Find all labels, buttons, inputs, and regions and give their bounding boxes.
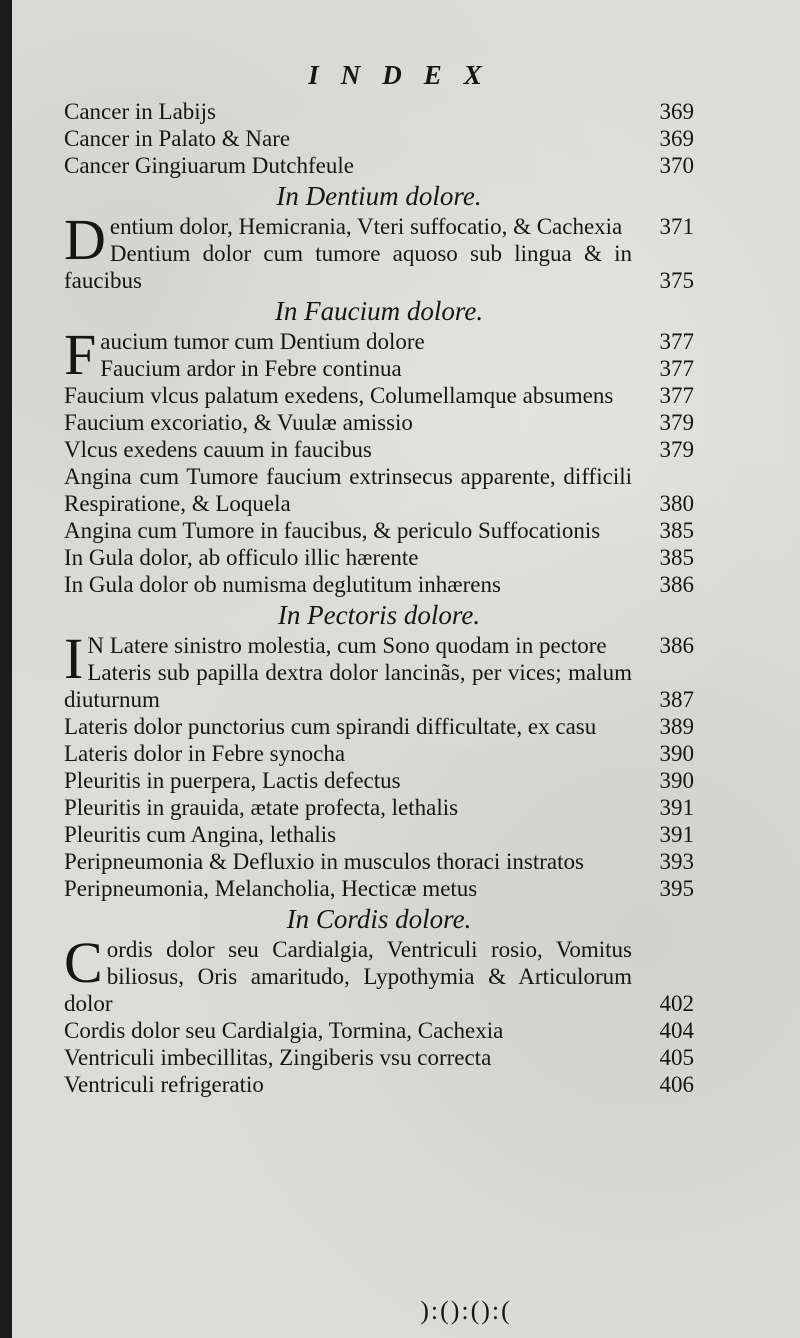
entry-page-number: 385 <box>659 545 694 570</box>
entry-text: In Gula dolor, ab officulo illic hærente <box>64 545 419 570</box>
entry-text: Dentium dolor, Hemicrania, Vteri suffocatio, & Cachexia <box>64 207 623 272</box>
section-heading: In Dentium dolore. <box>276 181 482 211</box>
index-entry <box>64 125 694 152</box>
index-entry <box>64 544 694 571</box>
entry-text: Cancer Gingiuarum Dutchfeule <box>64 153 354 178</box>
entry-page-number: 395 <box>659 876 694 901</box>
entry-page-number: 389 <box>659 714 694 739</box>
entry-page-number: 406 <box>659 1072 694 1097</box>
entry-page-number: 380 <box>659 491 694 516</box>
section-heading: In Pectoris dolore. <box>277 600 481 630</box>
page-footer-ornament: ):():():( <box>420 1296 512 1325</box>
section-heading: In Faucium dolore. <box>274 296 484 326</box>
entry-page-number: 390 <box>659 768 694 793</box>
entry-text: Cancer in Palato & Nare <box>64 126 291 151</box>
index-entry <box>64 1017 694 1044</box>
index-entry <box>64 409 694 436</box>
book-page <box>12 0 800 1338</box>
entry-page-number: 391 <box>659 822 694 847</box>
entry-page-number: 377 <box>659 329 694 354</box>
entry-page-number: 386 <box>659 633 694 658</box>
entry-page-number: 370 <box>659 153 694 178</box>
index-entry <box>64 152 694 179</box>
index-section <box>64 598 694 902</box>
entry-text: Angina cum Tumore faucium extrinsecus apparente, difficili Respiratione, & Loquela <box>64 464 632 516</box>
entry-text: Lateris sub papilla dextra dolor lancinãs, per vices; malum diuturnum <box>64 660 632 712</box>
entry-page-number: 371 <box>659 214 694 239</box>
entry-text: In Gula dolor ob numisma deglutitum inhærens <box>64 572 501 597</box>
entry-page-number: 375 <box>659 268 694 293</box>
entry-page-number: 369 <box>659 99 694 124</box>
index-entry <box>64 517 694 544</box>
entry-text: Dentium dolor cum tumore aquoso sub lingua & in faucibus <box>64 241 632 293</box>
index-section <box>64 98 694 179</box>
entry-page-number: 405 <box>659 1045 694 1070</box>
entry-page-number: 386 <box>659 572 694 597</box>
entry-page-number: 377 <box>659 356 694 381</box>
index-entry <box>64 1044 694 1071</box>
index-entry <box>64 463 694 517</box>
entry-page-number: 391 <box>659 795 694 820</box>
index-entry <box>64 240 694 294</box>
index-entry <box>64 821 694 848</box>
entry-text: Faucium tumor cum Dentium dolore <box>64 322 425 387</box>
index-section <box>64 902 694 1098</box>
entry-page-number: 379 <box>659 437 694 462</box>
index-section <box>64 179 694 294</box>
index-entry <box>64 436 694 463</box>
entry-page-number: 387 <box>659 687 694 712</box>
index-entry <box>64 740 694 767</box>
entry-text: Pleuritis cum Angina, lethalis <box>64 822 337 847</box>
index-content <box>64 98 694 1098</box>
entry-page-number: 404 <box>659 1018 694 1043</box>
index-entry <box>64 98 694 125</box>
entry-text: Faucium vlcus palatum exedens, Columellamque absumens <box>64 383 614 408</box>
entry-page-number: 369 <box>659 126 694 151</box>
entry-text: Ventriculi imbecillitas, Zingiberis vsu correcta <box>64 1045 492 1070</box>
entry-page-number: 379 <box>659 410 694 435</box>
index-entry <box>64 382 694 409</box>
index-section <box>64 294 694 598</box>
index-entry <box>64 848 694 875</box>
entry-text: Pleuritis in puerpera, Lactis defectus <box>64 768 401 793</box>
entry-page-number: 393 <box>659 849 694 874</box>
entry-text: IN Latere sinistro molestia, cum Sono quodam in pectore <box>64 626 607 691</box>
section-heading: In Cordis dolore. <box>286 904 472 934</box>
entry-text: Lateris dolor punctorius cum spirandi difficultate, ex casu <box>64 714 597 739</box>
entry-text: Peripneumonia, Melancholia, Hecticæ metus <box>64 876 478 901</box>
index-entry <box>64 659 694 713</box>
entry-text: Ventriculi refrigeratio <box>64 1072 264 1097</box>
entry-page-number: 385 <box>659 518 694 543</box>
entry-text: Faucium ardor in Febre continua <box>100 356 402 381</box>
entry-page-number: 402 <box>659 991 694 1016</box>
entry-text: Cordis dolor seu Cardialgia, Tormina, Cachexia <box>64 1018 504 1043</box>
index-entry <box>64 355 694 382</box>
entry-text: Vlcus exedens cauum in faucibus <box>64 437 372 462</box>
index-entry <box>64 1071 694 1098</box>
entry-text: Cordis dolor seu Cardialgia, Ventriculi rosio, Vomitus biliosus, Oris amaritudo, Lypothymia & Articulorum dolor <box>64 930 632 1016</box>
page-header: INDEX <box>308 60 504 90</box>
index-entry <box>64 794 694 821</box>
entry-page-number: 390 <box>659 741 694 766</box>
index-entry <box>64 767 694 794</box>
entry-page-number: 377 <box>659 383 694 408</box>
entry-text: Peripneumonia & Defluxio in musculos thoraci instratos <box>64 849 584 874</box>
index-entry <box>64 930 694 1017</box>
entry-text: Angina cum Tumore in faucibus, & periculo Suffocationis <box>64 518 601 543</box>
entry-text: Lateris dolor in Febre synocha <box>64 741 346 766</box>
entry-text: Faucium excoriatio, & Vuulæ amissio <box>64 410 413 435</box>
index-entry <box>64 875 694 902</box>
entry-text: Pleuritis in grauida, ætate profecta, lethalis <box>64 795 459 820</box>
entry-text: Cancer in Labijs <box>64 99 217 124</box>
index-entry <box>64 713 694 740</box>
index-entry <box>64 571 694 598</box>
